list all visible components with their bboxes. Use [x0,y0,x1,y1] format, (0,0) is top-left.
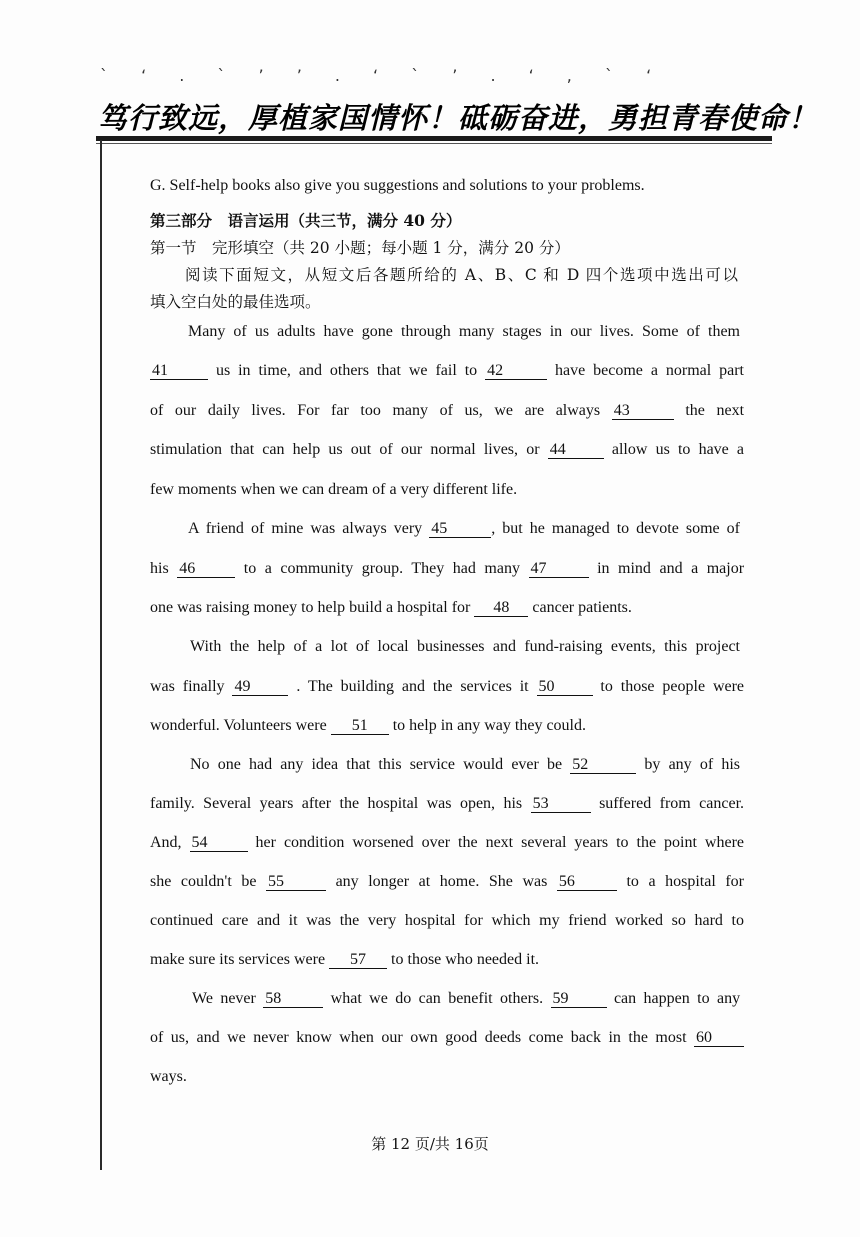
blank-44: 44 [548,442,604,459]
blank-46: 46 [177,561,235,578]
passage-line: A friend of mine was always very 45 , but he managed to devote some of [188,520,741,537]
scan-noise: ` ‘ . ` ’ ’ . ‘ ` ’ . ‘ , ` ‘ [100,66,666,85]
blank-54: 54 [190,835,248,852]
blank-48: 48 [474,600,528,617]
passage-line: family. Several years after the hospital was open, his 53 suffered from cancer. [150,795,745,812]
blank-55: 55 [266,874,326,891]
passage-line: one was raising money to help build a hospital for 48 cancer patients. [150,599,632,616]
option-g: G. Self-help books also give you suggestions and solutions to your problems. [150,177,645,194]
passage-line: Many of us adults have gone through many stages in our lives. Some of them [188,323,740,340]
blank-59: 59 [551,991,607,1008]
blank-47: 47 [529,561,589,578]
passage-line: stimulation that can help us out of our normal lives, or 44 allow us to have a [150,441,745,458]
header-rule-thin [96,143,772,144]
passage-line: No one had any idea that this service would ever be 52 by any of his [190,756,740,773]
blank-41: 41 [150,363,208,380]
section-title: 第三部分 语言运用（共三节，满分 40 分） [150,211,462,230]
blank-52: 52 [570,757,636,774]
passage-line: We never 58 what we do can benefit others. 59 can happen to any [192,990,741,1007]
instruction-line-2: 填入空白处的最佳选项。 [150,293,321,311]
blank-50: 50 [537,679,593,696]
blank-42: 42 [485,363,547,380]
passage-line: few moments when we can dream of a very different life. [150,481,518,498]
page-left-border [100,140,102,1170]
passage-line: ways. [150,1068,187,1085]
passage-line: continued care and it was the very hospital for which my friend worked so hard to [150,912,744,929]
header-slogan: 笃行致远，厚植家国情怀！砥砺奋进，勇担青春使命！ [98,101,819,135]
passage-line: she couldn't be 55 any longer at home. She was 56 to a hospital for [150,873,745,890]
blank-53: 53 [531,796,591,813]
passage-line: his 46 to a community group. They had many 47 in mind and a major [150,560,745,577]
blank-60: 60 [694,1030,744,1047]
passage-line: of our daily lives. For far too many of us, we are always 43 the next [150,402,745,419]
passage-line: wonderful. Volunteers were 51 to help in any way they could. [150,717,586,734]
blank-57: 57 [329,952,387,969]
passage-line: make sure its services were 57 to those who needed it. [150,951,540,968]
passage-line: With the help of a lot of local businesses and fund-raising events, this project [190,638,740,655]
passage-line: was finally 49 . The building and the services it 50 to those people were [150,678,745,695]
subsection-title: 第一节 完形填空（共 20 小题；每小题 1 分，满分 20 分） [150,239,570,257]
header-rule [96,136,772,141]
blank-49: 49 [232,679,288,696]
blank-43: 43 [612,403,674,420]
blank-58: 58 [263,991,323,1008]
passage-line: 41 us in time, and others that we fail to 42 have become a normal part [152,362,745,379]
blank-45: 45 [429,521,491,538]
instruction-line-1: 阅读下面短文，从短文后各题所给的 A、B、C 和 D 四个选项中选出可以 [185,266,738,284]
page-number: 第 12 页/共 16页 [371,1135,489,1153]
blank-56: 56 [557,874,617,891]
blank-51: 51 [331,718,389,735]
passage-line: of us, and we never know when our own good deeds come back in the most 60 [150,1029,744,1047]
passage-line: And, 54 her condition worsened over the next several years to the point where [150,834,745,851]
